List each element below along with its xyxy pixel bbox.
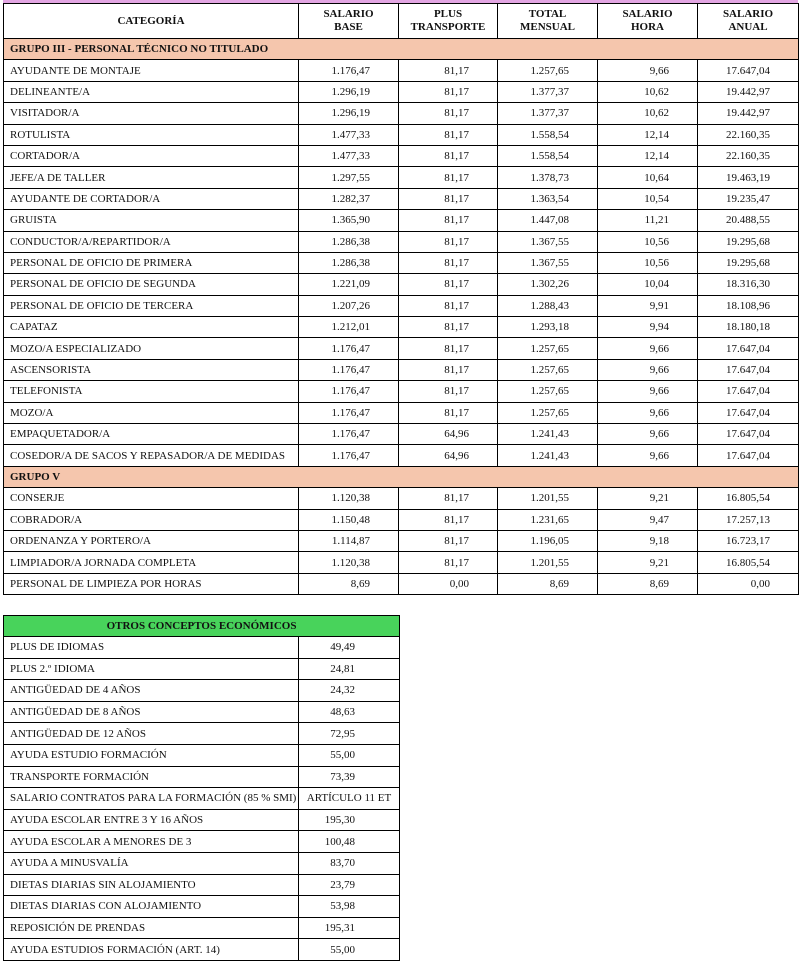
table-row bbox=[4, 831, 400, 853]
salario-anual-cell: 17.257,13 bbox=[698, 509, 799, 530]
plus-transporte-cell: 81,17 bbox=[399, 381, 498, 402]
salario-base-cell: 1.120,38 bbox=[299, 552, 399, 573]
table-row bbox=[4, 252, 799, 273]
salario-anual-cell: 17.647,04 bbox=[698, 338, 799, 359]
amount-cell: 24,81 bbox=[299, 658, 400, 680]
plus-transporte-cell: 81,17 bbox=[399, 252, 498, 273]
total-mensual-cell: 1.201,55 bbox=[498, 488, 598, 509]
table-row bbox=[4, 852, 400, 874]
salario-anual-cell: 17.647,04 bbox=[698, 381, 799, 402]
category-cell: COSEDOR/A DE SACOS Y REPASADOR/A DE MEDIDAS bbox=[4, 445, 299, 466]
salario-hora-cell: 10,62 bbox=[598, 103, 698, 124]
header-salario-base: SALARIO BASE bbox=[299, 4, 399, 39]
concept-cell: TRANSPORTE FORMACIÓN bbox=[4, 766, 299, 788]
amount-cell: 23,79 bbox=[299, 874, 400, 896]
table-row bbox=[4, 637, 400, 659]
category-cell: DELINEANTE/A bbox=[4, 81, 299, 102]
group-row bbox=[4, 466, 799, 487]
plus-transporte-cell: 81,17 bbox=[399, 231, 498, 252]
table-row bbox=[4, 295, 799, 316]
salario-anual-cell: 17.647,04 bbox=[698, 60, 799, 81]
total-mensual-cell: 1.302,26 bbox=[498, 274, 598, 295]
plus-transporte-cell: 81,17 bbox=[399, 274, 498, 295]
table-row bbox=[4, 124, 799, 145]
salario-hora-cell: 10,62 bbox=[598, 81, 698, 102]
table-row bbox=[4, 210, 799, 231]
table-row bbox=[4, 81, 799, 102]
salario-hora-cell: 12,14 bbox=[598, 124, 698, 145]
category-cell: COBRADOR/A bbox=[4, 509, 299, 530]
total-mensual-cell: 1.241,43 bbox=[498, 445, 598, 466]
salario-anual-cell: 17.647,04 bbox=[698, 424, 799, 445]
total-mensual-cell: 8,69 bbox=[498, 573, 598, 594]
salario-anual-cell: 16.805,54 bbox=[698, 552, 799, 573]
amount-cell: 24,32 bbox=[299, 680, 400, 702]
salario-hora-cell: 9,66 bbox=[598, 381, 698, 402]
category-cell: ASCENSORISTA bbox=[4, 359, 299, 380]
category-cell: MOZO/A ESPECIALIZADO bbox=[4, 338, 299, 359]
concept-cell: DIETAS DIARIAS SIN ALOJAMIENTO bbox=[4, 874, 299, 896]
salario-hora-cell: 9,66 bbox=[598, 338, 698, 359]
salario-hora-cell: 10,04 bbox=[598, 274, 698, 295]
salario-anual-cell: 17.647,04 bbox=[698, 445, 799, 466]
table-row bbox=[4, 167, 799, 188]
salario-base-cell: 1.176,47 bbox=[299, 402, 399, 423]
salario-anual-cell: 17.647,04 bbox=[698, 402, 799, 423]
plus-transporte-cell: 64,96 bbox=[399, 445, 498, 466]
table-row bbox=[4, 402, 799, 423]
header-total-mensual: TOTAL MENSUAL bbox=[498, 4, 598, 39]
table-row bbox=[4, 809, 400, 831]
table-row bbox=[4, 231, 799, 252]
table-row bbox=[4, 573, 799, 594]
table-row bbox=[4, 274, 799, 295]
table-row bbox=[4, 359, 799, 380]
plus-transporte-cell: 81,17 bbox=[399, 359, 498, 380]
amount-cell: 49,49 bbox=[299, 637, 400, 659]
salario-hora-cell: 9,66 bbox=[598, 60, 698, 81]
plus-transporte-cell: 81,17 bbox=[399, 60, 498, 81]
category-cell: CONDUCTOR/A/REPARTIDOR/A bbox=[4, 231, 299, 252]
category-cell: ROTULISTA bbox=[4, 124, 299, 145]
table-row bbox=[4, 60, 799, 81]
header-plus-transporte: PLUS TRANSPORTE bbox=[399, 4, 498, 39]
total-mensual-cell: 1.257,65 bbox=[498, 402, 598, 423]
plus-transporte-cell: 81,17 bbox=[399, 295, 498, 316]
table-row bbox=[4, 424, 799, 445]
amount-cell: 73,39 bbox=[299, 766, 400, 788]
salario-base-cell: 1.150,48 bbox=[299, 509, 399, 530]
salario-anual-cell: 19.463,19 bbox=[698, 167, 799, 188]
category-cell: CAPATAZ bbox=[4, 317, 299, 338]
concept-cell: AYUDA ESCOLAR A MENORES DE 3 bbox=[4, 831, 299, 853]
group-row bbox=[4, 39, 799, 60]
total-mensual-cell: 1.201,55 bbox=[498, 552, 598, 573]
total-mensual-cell: 1.367,55 bbox=[498, 252, 598, 273]
salario-hora-cell: 9,21 bbox=[598, 488, 698, 509]
salario-hora-cell: 9,21 bbox=[598, 552, 698, 573]
plus-transporte-cell: 81,17 bbox=[399, 188, 498, 209]
table-row bbox=[4, 917, 400, 939]
amount-cell: 83,70 bbox=[299, 852, 400, 874]
concept-cell: AYUDA A MINUSVALÍA bbox=[4, 852, 299, 874]
category-cell: GRUISTA bbox=[4, 210, 299, 231]
table-row bbox=[4, 509, 799, 530]
salario-hora-cell: 12,14 bbox=[598, 145, 698, 166]
salario-base-cell: 8,69 bbox=[299, 573, 399, 594]
total-mensual-cell: 1.257,65 bbox=[498, 338, 598, 359]
concept-cell: PLUS DE IDIOMAS bbox=[4, 637, 299, 659]
table-row bbox=[4, 188, 799, 209]
salario-hora-cell: 9,66 bbox=[598, 402, 698, 423]
total-mensual-cell: 1.558,54 bbox=[498, 145, 598, 166]
salario-base-cell: 1.477,33 bbox=[299, 145, 399, 166]
salario-base-cell: 1.176,47 bbox=[299, 381, 399, 402]
amount-cell: 195,31 bbox=[299, 917, 400, 939]
table-row bbox=[4, 788, 400, 810]
salario-anual-cell: 16.723,17 bbox=[698, 530, 799, 551]
table-row bbox=[4, 939, 400, 961]
salario-base-cell: 1.286,38 bbox=[299, 231, 399, 252]
total-mensual-cell: 1.558,54 bbox=[498, 124, 598, 145]
salario-hora-cell: 9,66 bbox=[598, 359, 698, 380]
salario-anual-cell: 22.160,35 bbox=[698, 124, 799, 145]
category-cell: PERSONAL DE LIMPIEZA POR HORAS bbox=[4, 573, 299, 594]
table-row bbox=[4, 445, 799, 466]
concept-cell: SALARIO CONTRATOS PARA LA FORMACIÓN (85 % SMI) bbox=[4, 788, 299, 810]
salario-anual-cell: 18.108,96 bbox=[698, 295, 799, 316]
table-row bbox=[4, 896, 400, 918]
salario-base-cell: 1.176,47 bbox=[299, 60, 399, 81]
plus-transporte-cell: 64,96 bbox=[399, 424, 498, 445]
salario-hora-cell: 9,18 bbox=[598, 530, 698, 551]
total-mensual-cell: 1.293,18 bbox=[498, 317, 598, 338]
salario-base-cell: 1.286,38 bbox=[299, 252, 399, 273]
category-cell: PERSONAL DE OFICIO DE SEGUNDA bbox=[4, 274, 299, 295]
table-row bbox=[4, 680, 400, 702]
category-cell: ORDENANZA Y PORTERO/A bbox=[4, 530, 299, 551]
salario-anual-cell: 19.235,47 bbox=[698, 188, 799, 209]
salario-hora-cell: 10,64 bbox=[598, 167, 698, 188]
salario-hora-cell: 9,91 bbox=[598, 295, 698, 316]
total-mensual-cell: 1.257,65 bbox=[498, 381, 598, 402]
other-concepts-title: OTROS CONCEPTOS ECONÓMICOS bbox=[4, 616, 400, 637]
salario-anual-cell: 19.442,97 bbox=[698, 103, 799, 124]
group-title: GRUPO V bbox=[4, 466, 799, 487]
plus-transporte-cell: 81,17 bbox=[399, 338, 498, 359]
amount-cell: 53,98 bbox=[299, 896, 400, 918]
salario-anual-cell: 0,00 bbox=[698, 573, 799, 594]
total-mensual-cell: 1.288,43 bbox=[498, 295, 598, 316]
concept-cell: ANTIGÜEDAD DE 12 AÑOS bbox=[4, 723, 299, 745]
table-row bbox=[4, 103, 799, 124]
concept-cell: AYUDA ESTUDIOS FORMACIÓN (ART. 14) bbox=[4, 939, 299, 961]
salario-hora-cell: 9,66 bbox=[598, 424, 698, 445]
total-mensual-cell: 1.241,43 bbox=[498, 424, 598, 445]
total-mensual-cell: 1.231,65 bbox=[498, 509, 598, 530]
salario-base-cell: 1.207,26 bbox=[299, 295, 399, 316]
salario-base-cell: 1.176,47 bbox=[299, 359, 399, 380]
plus-transporte-cell: 81,17 bbox=[399, 402, 498, 423]
total-mensual-cell: 1.377,37 bbox=[498, 81, 598, 102]
amount-cell: 48,63 bbox=[299, 701, 400, 723]
category-cell: AYUDANTE DE MONTAJE bbox=[4, 60, 299, 81]
salary-table bbox=[3, 3, 799, 595]
salario-hora-cell: 9,66 bbox=[598, 445, 698, 466]
salario-base-cell: 1.296,19 bbox=[299, 103, 399, 124]
category-cell: CONSERJE bbox=[4, 488, 299, 509]
salario-anual-cell: 18.180,18 bbox=[698, 317, 799, 338]
total-mensual-cell: 1.377,37 bbox=[498, 103, 598, 124]
concept-cell: DIETAS DIARIAS CON ALOJAMIENTO bbox=[4, 896, 299, 918]
category-cell: PERSONAL DE OFICIO DE PRIMERA bbox=[4, 252, 299, 273]
table-row bbox=[4, 552, 799, 573]
total-mensual-cell: 1.378,73 bbox=[498, 167, 598, 188]
salario-anual-cell: 17.647,04 bbox=[698, 359, 799, 380]
salario-anual-cell: 20.488,55 bbox=[698, 210, 799, 231]
table-row bbox=[4, 317, 799, 338]
salario-base-cell: 1.221,09 bbox=[299, 274, 399, 295]
plus-transporte-cell: 81,17 bbox=[399, 167, 498, 188]
group-title: GRUPO III - PERSONAL TÉCNICO NO TITULADO bbox=[4, 39, 799, 60]
salario-hora-cell: 8,69 bbox=[598, 573, 698, 594]
plus-transporte-cell: 81,17 bbox=[399, 81, 498, 102]
concept-cell: ANTIGÜEDAD DE 4 AÑOS bbox=[4, 680, 299, 702]
salario-base-cell: 1.120,38 bbox=[299, 488, 399, 509]
salario-base-cell: 1.176,47 bbox=[299, 338, 399, 359]
total-mensual-cell: 1.257,65 bbox=[498, 60, 598, 81]
table-row bbox=[4, 874, 400, 896]
total-mensual-cell: 1.257,65 bbox=[498, 359, 598, 380]
table-row bbox=[4, 658, 400, 680]
total-mensual-cell: 1.363,54 bbox=[498, 188, 598, 209]
salario-base-cell: 1.176,47 bbox=[299, 445, 399, 466]
total-mensual-cell: 1.196,05 bbox=[498, 530, 598, 551]
category-cell: EMPAQUETADOR/A bbox=[4, 424, 299, 445]
total-mensual-cell: 1.367,55 bbox=[498, 231, 598, 252]
table-row bbox=[4, 488, 799, 509]
salario-hora-cell: 11,21 bbox=[598, 210, 698, 231]
concept-cell: REPOSICIÓN DE PRENDAS bbox=[4, 917, 299, 939]
header-salario-hora: SALARIO HORA bbox=[598, 4, 698, 39]
table-row bbox=[4, 338, 799, 359]
category-cell: CORTADOR/A bbox=[4, 145, 299, 166]
table-row bbox=[4, 723, 400, 745]
plus-transporte-cell: 81,17 bbox=[399, 530, 498, 551]
salary-table-header bbox=[4, 4, 799, 39]
salario-hora-cell: 9,47 bbox=[598, 509, 698, 530]
category-cell: AYUDANTE DE CORTADOR/A bbox=[4, 188, 299, 209]
salario-base-cell: 1.282,37 bbox=[299, 188, 399, 209]
plus-transporte-cell: 81,17 bbox=[399, 509, 498, 530]
category-cell: VISITADOR/A bbox=[4, 103, 299, 124]
table-row bbox=[4, 701, 400, 723]
concept-cell: PLUS 2.º IDIOMA bbox=[4, 658, 299, 680]
salario-hora-cell: 10,54 bbox=[598, 188, 698, 209]
salario-hora-cell: 10,56 bbox=[598, 252, 698, 273]
salario-anual-cell: 19.442,97 bbox=[698, 81, 799, 102]
table-row bbox=[4, 145, 799, 166]
salario-base-cell: 1.365,90 bbox=[299, 210, 399, 231]
salario-hora-cell: 10,56 bbox=[598, 231, 698, 252]
salario-base-cell: 1.296,19 bbox=[299, 81, 399, 102]
plus-transporte-cell: 81,17 bbox=[399, 210, 498, 231]
amount-cell: 55,00 bbox=[299, 744, 400, 766]
header-salario-anual: SALARIO ANUAL bbox=[698, 4, 799, 39]
plus-transporte-cell: 81,17 bbox=[399, 488, 498, 509]
salario-anual-cell: 18.316,30 bbox=[698, 274, 799, 295]
category-cell: JEFE/A DE TALLER bbox=[4, 167, 299, 188]
category-cell: MOZO/A bbox=[4, 402, 299, 423]
salario-anual-cell: 19.295,68 bbox=[698, 231, 799, 252]
plus-transporte-cell: 0,00 bbox=[399, 573, 498, 594]
table-row bbox=[4, 381, 799, 402]
plus-transporte-cell: 81,17 bbox=[399, 317, 498, 338]
amount-cell: 55,00 bbox=[299, 939, 400, 961]
plus-transporte-cell: 81,17 bbox=[399, 552, 498, 573]
salario-anual-cell: 16.805,54 bbox=[698, 488, 799, 509]
salario-base-cell: 1.176,47 bbox=[299, 424, 399, 445]
salario-anual-cell: 19.295,68 bbox=[698, 252, 799, 273]
salario-hora-cell: 9,94 bbox=[598, 317, 698, 338]
other-concepts-table bbox=[3, 615, 400, 961]
plus-transporte-cell: 81,17 bbox=[399, 145, 498, 166]
amount-cell: 100,48 bbox=[299, 831, 400, 853]
table-row bbox=[4, 744, 400, 766]
salario-anual-cell: 22.160,35 bbox=[698, 145, 799, 166]
plus-transporte-cell: 81,17 bbox=[399, 124, 498, 145]
concept-cell: AYUDA ESTUDIO FORMACIÓN bbox=[4, 744, 299, 766]
amount-cell: 72,95 bbox=[299, 723, 400, 745]
amount-cell: ARTÍCULO 11 ET bbox=[299, 788, 400, 810]
salario-base-cell: 1.114,87 bbox=[299, 530, 399, 551]
salario-base-cell: 1.297,55 bbox=[299, 167, 399, 188]
salario-base-cell: 1.212,01 bbox=[299, 317, 399, 338]
table-row bbox=[4, 766, 400, 788]
category-cell: TELEFONISTA bbox=[4, 381, 299, 402]
table-row bbox=[4, 530, 799, 551]
salario-base-cell: 1.477,33 bbox=[299, 124, 399, 145]
header-categoria: CATEGORÍA bbox=[4, 4, 299, 39]
plus-transporte-cell: 81,17 bbox=[399, 103, 498, 124]
amount-cell: 195,30 bbox=[299, 809, 400, 831]
concept-cell: ANTIGÜEDAD DE 8 AÑOS bbox=[4, 701, 299, 723]
category-cell: PERSONAL DE OFICIO DE TERCERA bbox=[4, 295, 299, 316]
category-cell: LIMPIADOR/A JORNADA COMPLETA bbox=[4, 552, 299, 573]
concept-cell: AYUDA ESCOLAR ENTRE 3 Y 16 AÑOS bbox=[4, 809, 299, 831]
total-mensual-cell: 1.447,08 bbox=[498, 210, 598, 231]
